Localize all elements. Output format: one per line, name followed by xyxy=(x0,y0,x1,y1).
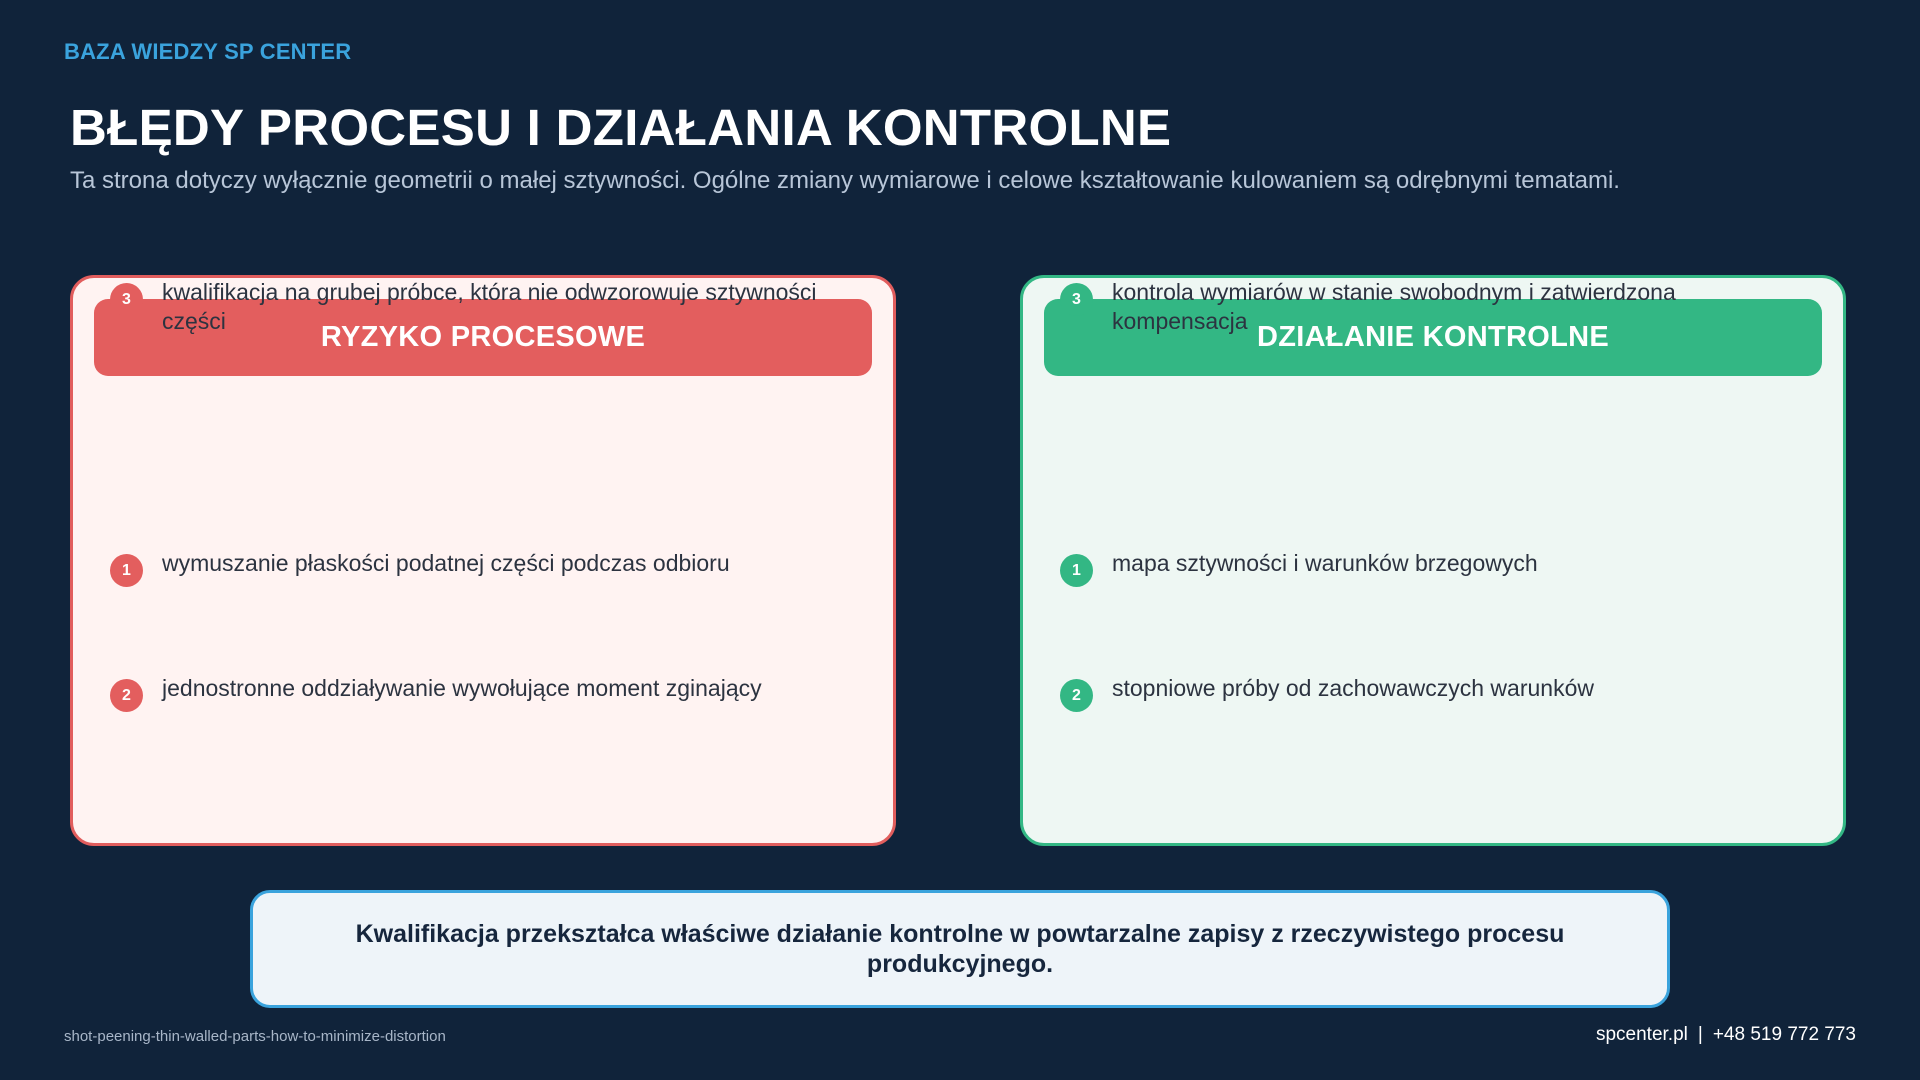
control-item-number-badge: 1 xyxy=(1060,554,1093,587)
risk-item xyxy=(110,549,850,587)
control-item-text: mapa sztywności i warunków brzegowych xyxy=(1112,550,1538,576)
page-slug: shot-peening-thin-walled-parts-how-to-minimize-distortion xyxy=(64,1028,446,1045)
control-card-heading: DZIAŁANIE KONTROLNE xyxy=(1044,299,1822,376)
summary-text: Kwalifikacja przekształca właściwe działanie kontrolne w powtarzalne zapisy z rzeczywistego procesu produkcyjnego. xyxy=(355,920,1565,978)
risk-item-number-badge: 3 xyxy=(110,283,143,316)
control-item xyxy=(1060,674,1800,712)
page-subtitle: Ta strona dotyczy wyłącznie geometrii o małej sztywności. Ogólne zmiany wymiarowe i celowe kształtowanie kulowaniem są odrębnymi tematami. xyxy=(70,167,1620,194)
brand-label: BAZA WIEDZY SP CENTER xyxy=(64,39,352,64)
risk-item xyxy=(110,674,850,712)
control-item xyxy=(1060,549,1800,587)
risk-item-number-badge: 2 xyxy=(110,679,143,712)
control-item-number-badge: 3 xyxy=(1060,283,1093,316)
control-item-text: kontrola wymiarów w stanie swobodnym i zatwierdzona kompensacja xyxy=(1112,279,1676,334)
control-card xyxy=(1020,275,1846,846)
footer-contact xyxy=(1596,1024,1856,1046)
summary-box xyxy=(250,890,1670,1008)
page-title: BŁĘDY PROCESU I DZIAŁANIA KONTROLNE xyxy=(70,99,1172,156)
risk-item-number-badge: 1 xyxy=(110,554,143,587)
control-item-number-badge: 2 xyxy=(1060,679,1093,712)
risk-card-heading: RYZYKO PROCESOWE xyxy=(94,299,872,376)
risk-card xyxy=(70,275,896,846)
risk-item-text: wymuszanie płaskości podatnej części podczas odbioru xyxy=(162,550,730,576)
footer-separator: | xyxy=(1697,1024,1703,1045)
control-item xyxy=(1060,278,1800,336)
risk-item-text: jednostronne oddziaływanie wywołujące moment zginający xyxy=(162,675,762,701)
phone-link[interactable]: +48 519 772 773 xyxy=(1712,1024,1856,1045)
website-link[interactable]: spcenter.pl xyxy=(1595,1024,1688,1045)
risk-item-text: kwalifikacja na grubej próbce, która nie odwzorowuje sztywności części xyxy=(162,279,817,334)
control-item-text: stopniowe próby od zachowawczych warunków xyxy=(1112,675,1594,701)
risk-item xyxy=(110,278,850,336)
